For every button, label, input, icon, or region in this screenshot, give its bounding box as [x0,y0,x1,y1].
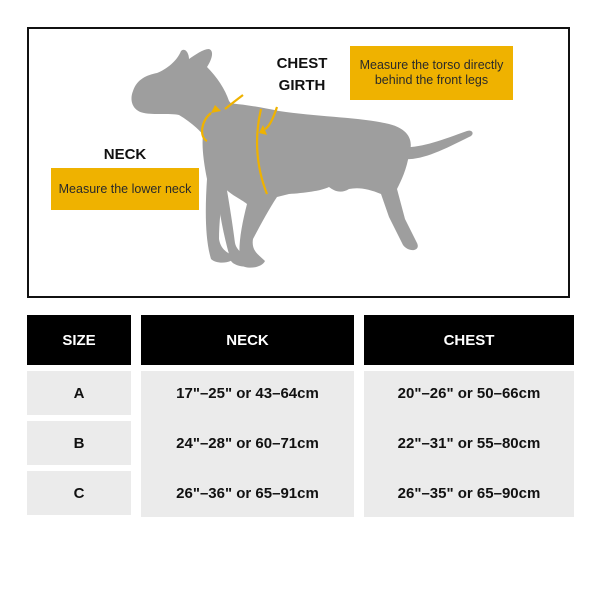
chest-value-a: 20"–26" or 50–66cm [397,384,541,402]
chest-note-box: Measure the torso directly behind the front legs [350,46,513,100]
neck-note-box: Measure the lower neck [51,168,199,210]
size-column-header: SIZE [27,315,131,365]
neck-column-header: NECK [141,315,354,365]
size-cell-a: A [27,371,131,415]
size-cell-c: C [27,471,131,515]
neck-value-b: 24"–28" or 60–71cm [176,434,319,452]
neck-title: NECK [103,146,147,163]
size-cell-b: B [27,421,131,465]
chest-title-line1: CHEST [276,55,328,72]
measurement-diagram [27,27,570,298]
chest-girth-title [267,53,337,97]
chest-value-b: 22"–31" or 55–80cm [397,434,541,452]
neck-values-panel [141,371,354,517]
chest-title-line2: GIRTH [278,77,326,94]
neck-value-c: 26"–36" or 65–91cm [176,484,319,502]
neck-value-a: 17"–25" or 43–64cm [176,384,319,402]
chest-value-c: 26"–35" or 65–90cm [397,484,541,502]
chest-values-panel [364,371,574,517]
chest-column-header: CHEST [364,315,574,365]
